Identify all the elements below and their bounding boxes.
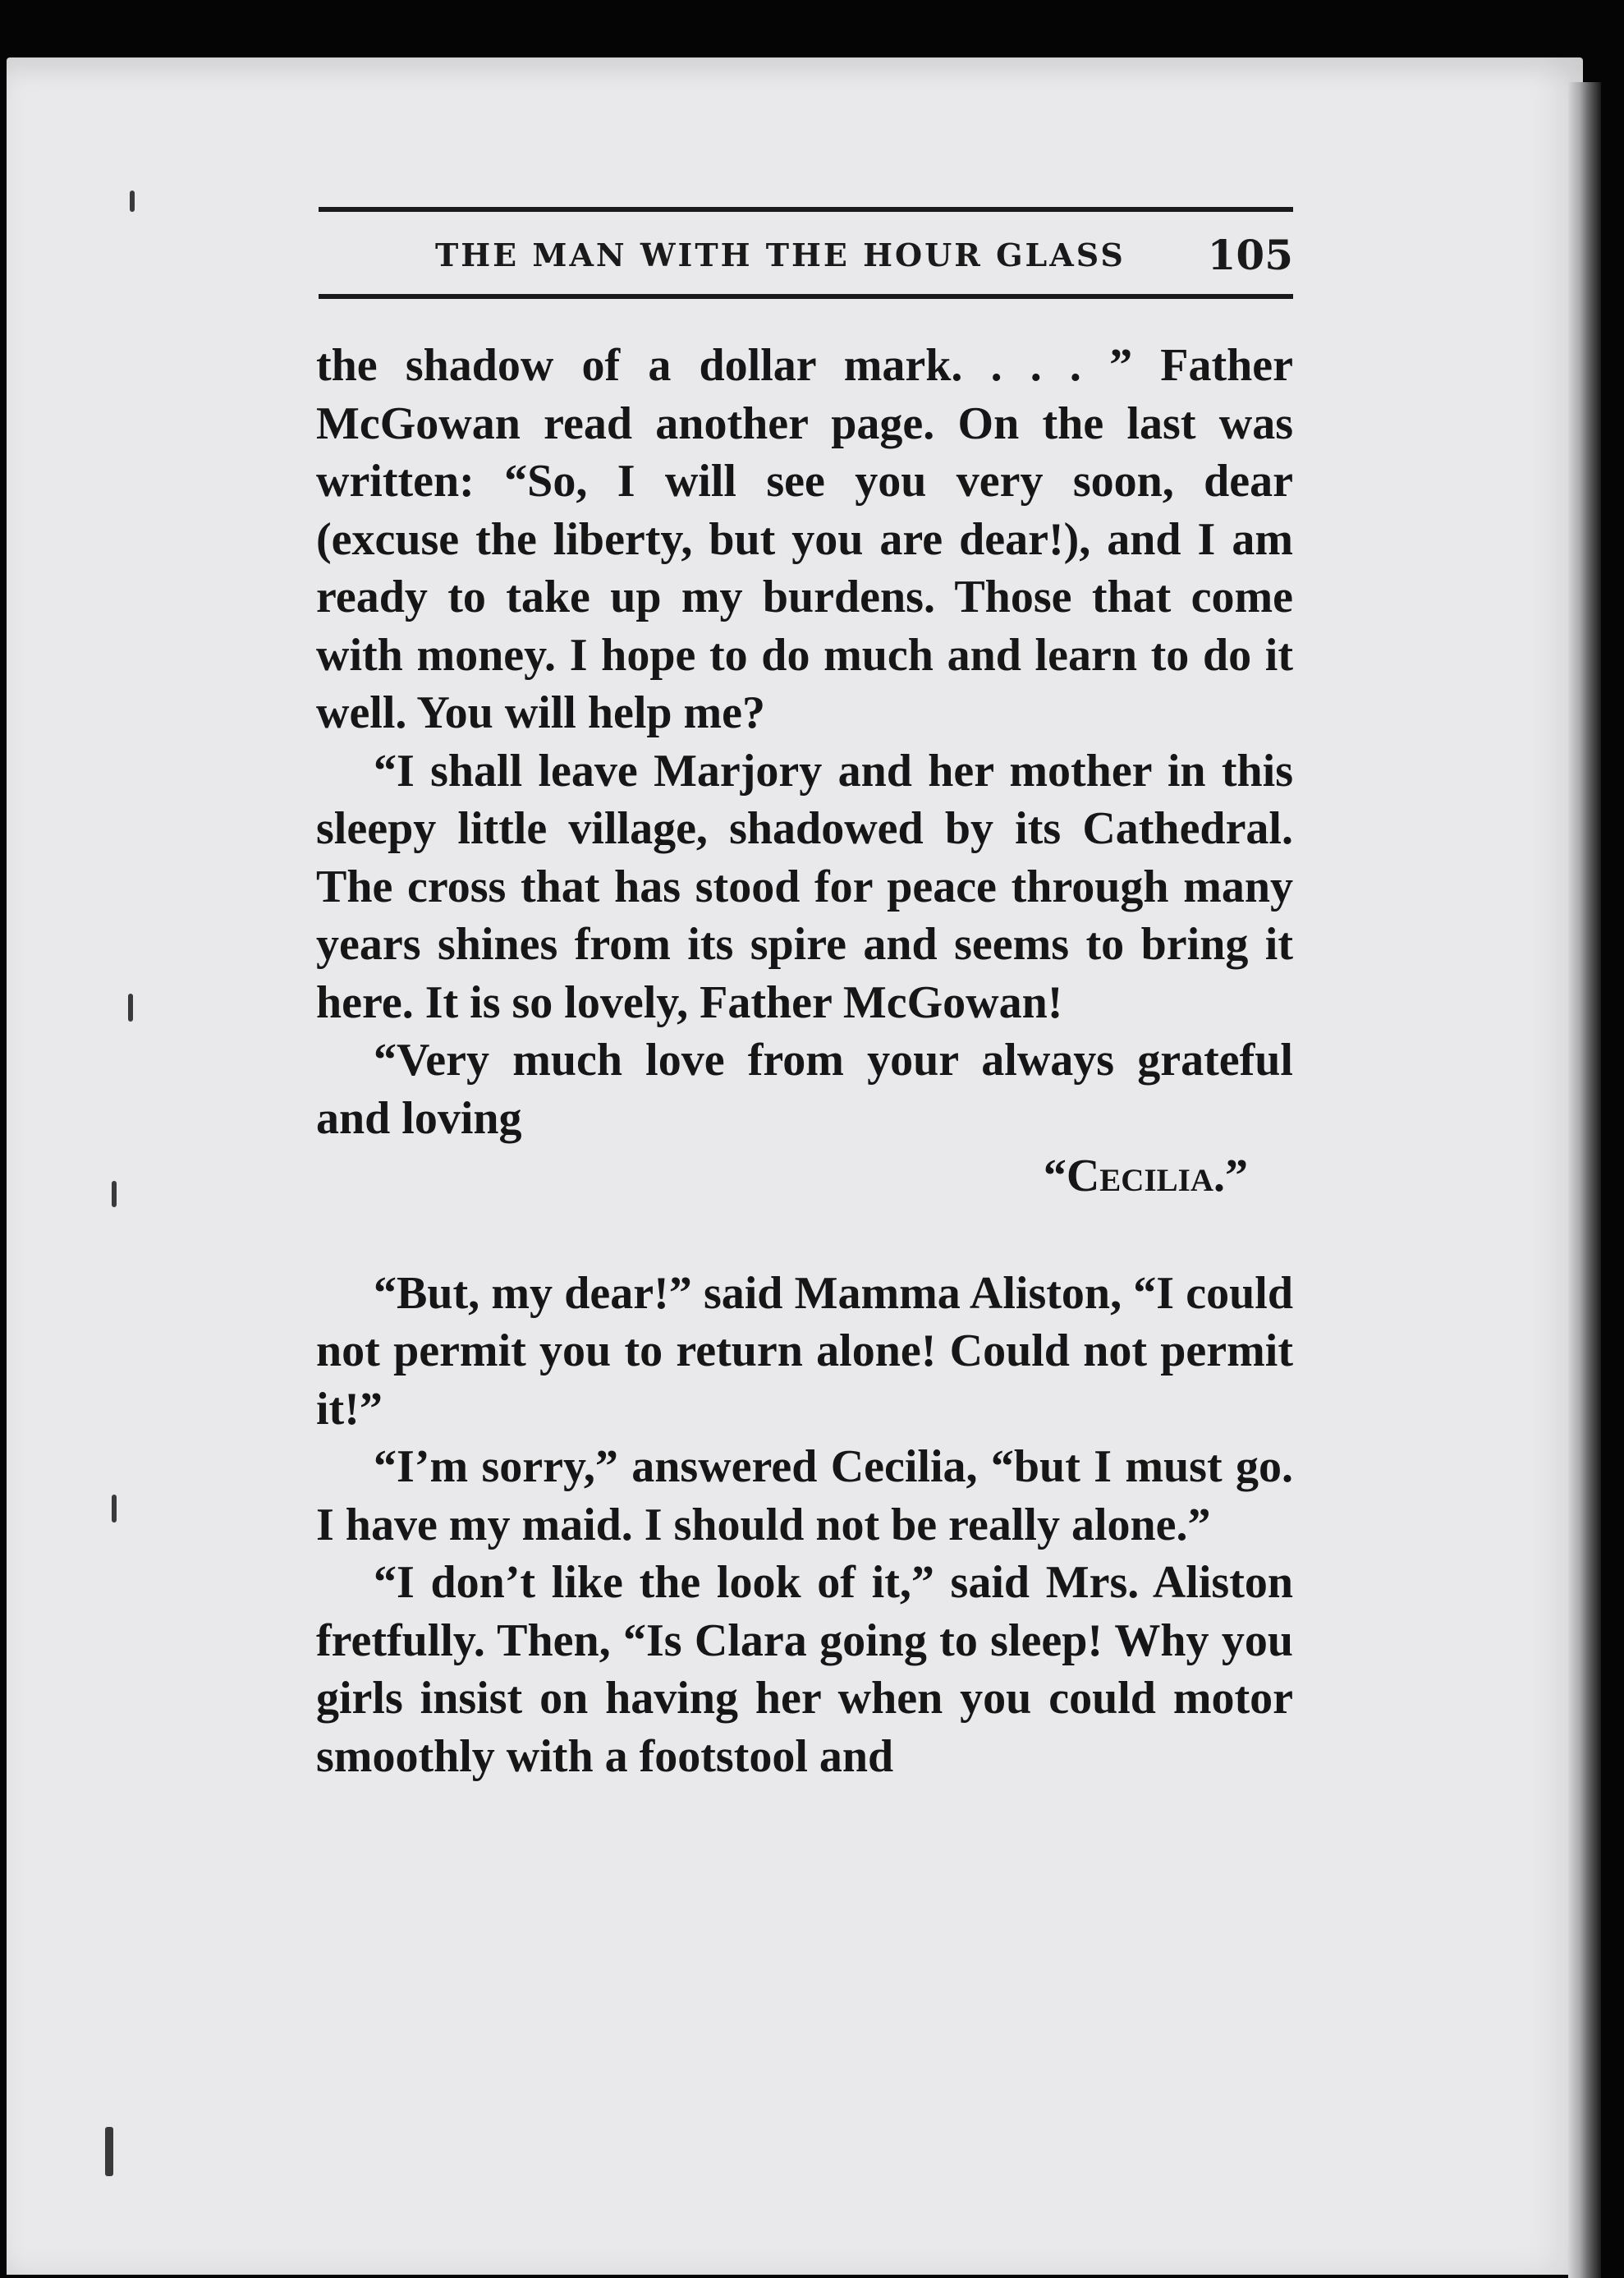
gutter-mark bbox=[105, 2127, 113, 2176]
letter-signature: “Cecilia.” bbox=[1043, 1150, 1248, 1201]
paragraph: “I shall leave Marjory and her mother in this sleepy little village, shadowed by its Cathedral. The cross that has stood for peace through many years shines from its spire and seems to bring it here. It is so lovely, Father McGowan! bbox=[316, 745, 1293, 1028]
paragraph: the shadow of a dollar mark. . . . ” Father McGowan read another page. On the last was written: “So, I will see you very soon, dear (excuse the liberty, but you are dear!), and I am ready to take up my burdens. Those that come with money. I hope to do much and learn to do it well. You will help me? bbox=[316, 340, 1293, 738]
paragraph: “I’m sorry,” answered Cecilia, “but I must go. I have my maid. I should not be really alone.” bbox=[316, 1441, 1293, 1550]
paragraph: “But, my dear!” said Mamma Aliston, “I could not permit you to return alone! Could not permit it!” bbox=[316, 1267, 1293, 1435]
page-edge-shadow bbox=[1568, 82, 1601, 2278]
gutter-mark bbox=[112, 1181, 117, 1207]
paragraph: “I don’t like the look of it,” said Mrs. Aliston fretfully. Then, “Is Clara going to sleep! Why you girls insist on having her when you could motor smoothly with a footstool and bbox=[316, 1557, 1293, 1782]
page-number: 105 bbox=[1207, 230, 1293, 279]
section-gap bbox=[316, 1206, 1293, 1265]
gutter-mark bbox=[112, 1495, 117, 1522]
gutter-mark bbox=[128, 994, 133, 1022]
body-text bbox=[316, 337, 1293, 1785]
gutter-mark bbox=[130, 191, 135, 212]
running-head bbox=[435, 230, 1293, 279]
running-head-title: THE MAN WITH THE HOUR GLASS bbox=[435, 236, 1126, 273]
paragraph: “Very much love from your always grateful and loving bbox=[316, 1035, 1293, 1144]
header-rule-bottom bbox=[319, 294, 1293, 299]
header-rule-top bbox=[319, 207, 1293, 212]
